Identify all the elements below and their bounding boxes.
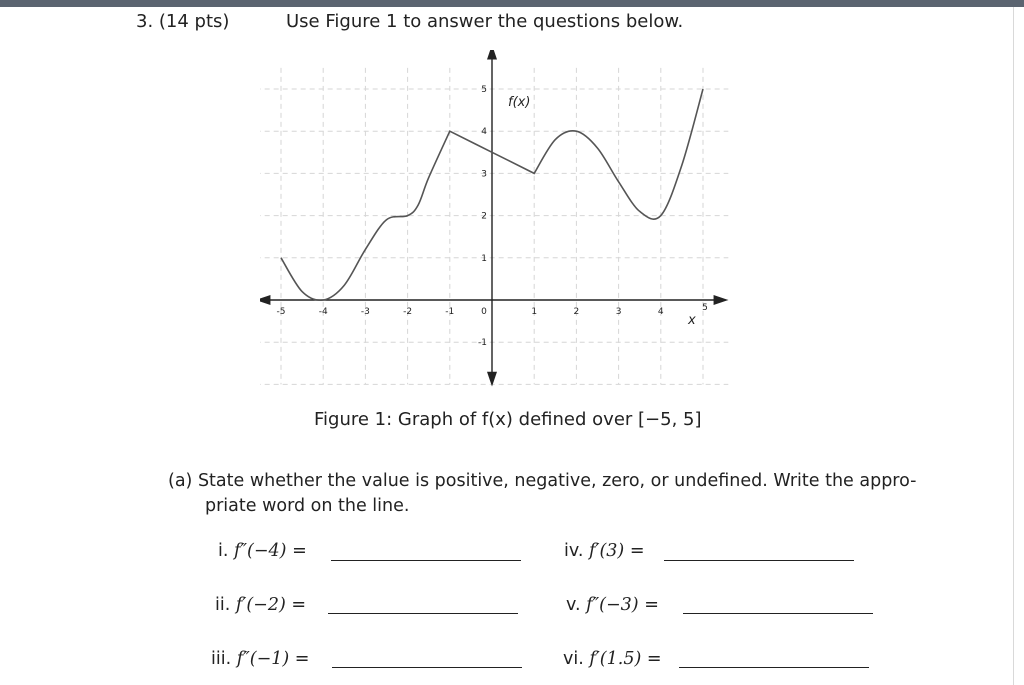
- x-tick-label: 5: [702, 303, 708, 313]
- item-iii: [211, 649, 309, 669]
- item-i: [218, 541, 307, 561]
- x-tick-label: -4: [318, 307, 328, 317]
- x-tick-label: 0: [481, 307, 487, 317]
- page-edge: [1013, 7, 1014, 685]
- question-number: 3. (14 pts): [136, 11, 230, 32]
- y-tick-label: 3: [481, 169, 487, 180]
- item-expression: f″(−3): [586, 595, 639, 615]
- x-tick-label: -1: [445, 307, 455, 317]
- x-tick-label: 4: [657, 307, 664, 317]
- answer-line-iii[interactable]: [332, 667, 522, 668]
- equals-sign: =: [291, 595, 307, 615]
- item-number: v.: [566, 595, 581, 615]
- y-axis-arrow-up: [487, 50, 497, 59]
- item-expression: f′(1.5): [589, 649, 642, 669]
- equals-sign: =: [644, 595, 659, 615]
- x-tick-label: -3: [360, 307, 370, 317]
- figure-caption: Figure 1: Graph of f(x) defined over [−5, 5]: [314, 409, 702, 430]
- top-bar: [0, 0, 1024, 7]
- item-number: vi.: [563, 649, 584, 669]
- item-expression: f″(−4): [234, 541, 287, 561]
- equals-sign: =: [294, 649, 310, 669]
- curve-label: f(x): [508, 95, 531, 110]
- x-axis-label: x: [688, 313, 696, 328]
- answer-line-iv[interactable]: [664, 560, 854, 561]
- item-number: ii.: [215, 595, 231, 615]
- x-tick-label: -2: [403, 307, 413, 317]
- question-instruction: Use Figure 1 to answer the questions below.: [286, 11, 684, 32]
- answer-line-v[interactable]: [683, 613, 873, 614]
- equals-sign: =: [292, 541, 307, 561]
- x-tick-label: 3: [615, 307, 622, 317]
- item-expression: f′(−2): [235, 595, 286, 615]
- grid: [260, 68, 728, 385]
- answer-line-vi[interactable]: [679, 667, 869, 668]
- x-tick-label: 2: [573, 307, 580, 317]
- equals-sign: =: [646, 649, 662, 669]
- x-tick-label: -5: [276, 307, 286, 317]
- item-number: iii.: [211, 649, 232, 669]
- item-iv: [564, 541, 645, 561]
- y-tick-label: 4: [481, 127, 487, 138]
- item-expression: f′(3): [589, 541, 625, 561]
- y-axis-arrow-down: [487, 372, 497, 387]
- part-a-prompt: (a) State whether the value is positive, negative, zero, or undefined. Write the appro-: [168, 471, 917, 491]
- answer-line-ii[interactable]: [328, 613, 518, 614]
- y-tick-label: 1: [481, 253, 487, 264]
- equals-sign: =: [629, 541, 645, 561]
- item-number: iv.: [564, 541, 584, 561]
- part-a-prompt-cont: priate word on the line.: [205, 496, 410, 516]
- figure-1-graph: [260, 50, 750, 390]
- item-number: i.: [218, 541, 229, 561]
- x-axis-arrow-left: [260, 295, 270, 305]
- y-tick-label: -1: [478, 338, 487, 349]
- x-tick-label: 1: [531, 307, 538, 317]
- y-tick-label: 2: [481, 211, 487, 222]
- item-v: [566, 595, 659, 615]
- answer-line-i[interactable]: [331, 560, 521, 561]
- item-expression: f″(−1): [236, 649, 290, 669]
- item-vi: [563, 649, 662, 669]
- y-tick-label: 5: [481, 85, 487, 95]
- x-axis-arrow-right: [714, 295, 729, 305]
- item-ii: [215, 595, 306, 615]
